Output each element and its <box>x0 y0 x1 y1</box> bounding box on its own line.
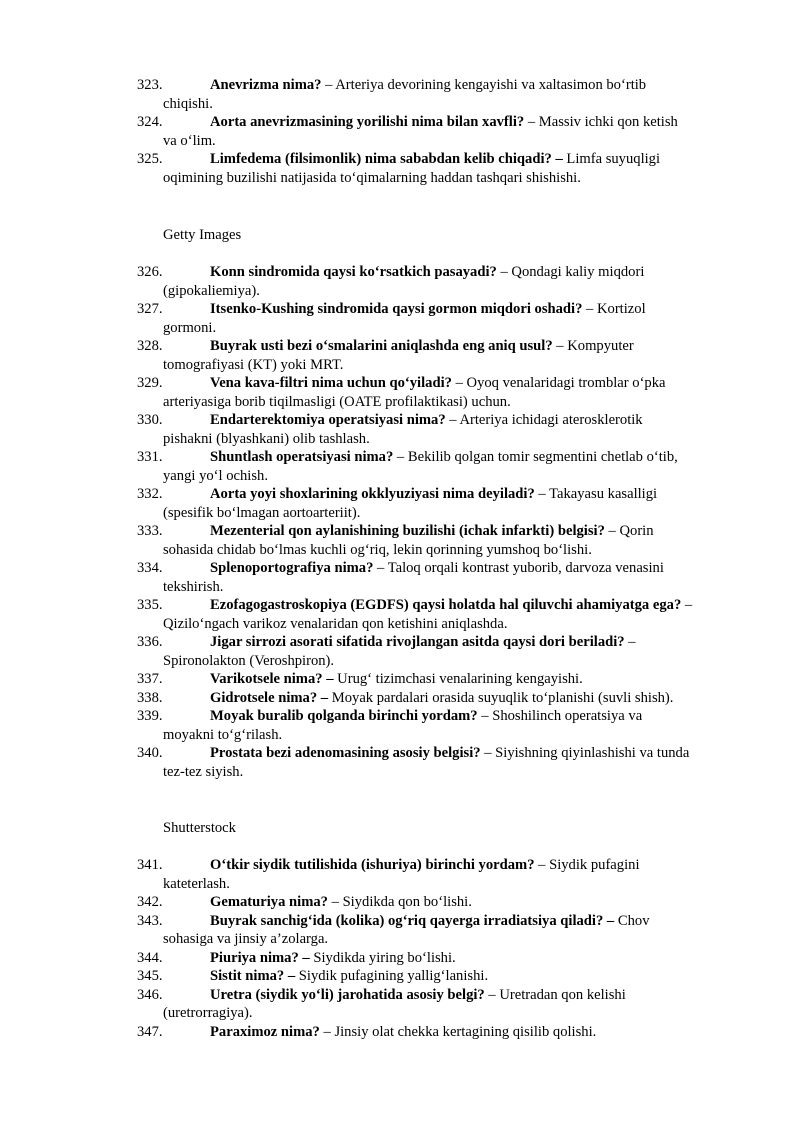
item-number: 329. <box>137 375 163 391</box>
item-number: 347. <box>137 1023 163 1040</box>
answer-continuation: tez-tez siyish. <box>163 763 244 780</box>
answer-text: – Massiv ichki qon ketish <box>524 114 678 130</box>
list-item <box>137 485 747 522</box>
item-number: 334. <box>137 560 163 576</box>
answer-continuation: kateterlash. <box>163 875 230 892</box>
question-text: Buyrak usti bezi o‘smalarini aniqlashda eng aniq usul? <box>210 338 553 354</box>
item-first-line <box>163 337 747 356</box>
item-first-line <box>163 1023 747 1042</box>
answer-continuation: arteriyasiga borib tiqilmasligi (OATE profilaktikasi) uchun. <box>163 393 511 410</box>
list-item <box>137 689 747 708</box>
answer-continuation: gormoni. <box>163 319 217 336</box>
item-number: 333. <box>137 523 163 539</box>
item-number: 343. <box>137 912 163 929</box>
answer-text: – Uretradan qon kelishi <box>484 986 626 1003</box>
item-number: 331. <box>137 449 163 465</box>
item-first-line <box>163 689 747 708</box>
answer-continuation: (uretrorragiya). <box>163 1005 253 1021</box>
list-item <box>137 893 747 912</box>
question-text: Vena kava-filtri nima uchun qo‘yiladi? <box>210 375 452 391</box>
item-number: 340. <box>137 745 163 761</box>
list-item <box>137 1023 747 1042</box>
answer-text: – <box>624 634 636 650</box>
answer-continuation: Spironolakton (Veroshpiron). <box>163 652 335 669</box>
answer-continuation: chiqishi. <box>163 95 213 112</box>
list-item <box>137 707 747 744</box>
answer-text: – Takayasu kasalligi <box>534 486 658 502</box>
answer-continuation: Qizilo‘ngach varikoz venalaridan qon ketishini aniqlashda. <box>163 615 508 632</box>
question-text: Limfedema (filsimonlik) nima sababdan kelib chiqadi? – <box>210 151 563 167</box>
item-first-line <box>163 485 747 504</box>
list-item <box>137 150 747 187</box>
question-text: O‘tkir siydik tutilishida (ishuriya) birinchi yordam? <box>210 857 535 873</box>
item-first-line <box>163 76 747 95</box>
answer-text: Urug‘ tizimchasi venalarining kengayishi. <box>333 671 583 687</box>
item-first-line <box>163 670 747 689</box>
list-item <box>137 744 747 781</box>
answer-continuation: sohasiga va jinsiy a’zolarga. <box>163 931 329 947</box>
question-text: Anevrizma nima? <box>210 77 322 93</box>
item-first-line <box>163 707 747 726</box>
item-number: 327. <box>137 301 163 317</box>
answer-text: Siydikda yiring bo‘lishi. <box>309 949 456 966</box>
list-item <box>137 522 747 559</box>
list-item <box>137 670 747 689</box>
item-number: 330. <box>137 412 163 428</box>
list-item <box>137 263 747 300</box>
question-text: Konn sindromida qaysi ko‘rsatkich pasayadi? <box>210 264 497 280</box>
item-first-line <box>163 411 747 430</box>
item-first-line <box>163 912 747 931</box>
answer-text: – Siyishning qiyinlashishi va tunda <box>480 745 690 761</box>
list-item <box>137 633 747 670</box>
answer-continuation: sohasida chidab bo‘lmas kuchli og‘riq, lekin qorinning yumshoq bo‘lishi. <box>163 541 592 558</box>
item-number: 341. <box>137 857 163 873</box>
item-first-line <box>163 113 747 132</box>
answer-continuation: moyakni to‘g‘rilash. <box>163 726 283 743</box>
answer-continuation: va o‘lim. <box>163 132 216 149</box>
answer-text: – Shoshilinch operatsiya va <box>477 708 643 724</box>
answer-text: – Bekilib qolgan tomir segmentini chetlab o‘tib, <box>393 449 678 465</box>
qa-list-section-3 <box>137 856 747 1041</box>
item-first-line <box>163 150 747 169</box>
list-item <box>137 300 747 337</box>
item-first-line <box>163 596 747 615</box>
question-text: Aorta yoyi shoxlarining okklyuziyasi nima deyiladi? <box>210 486 535 502</box>
answer-continuation: (gipokaliemiya). <box>163 282 260 299</box>
item-number: 332. <box>137 486 163 502</box>
question-text: Gidrotsele nima? – <box>210 689 329 706</box>
item-number: 345. <box>137 968 163 984</box>
question-text: Aorta anevrizmasining yorilishi nima bilan xavfli? <box>210 114 525 130</box>
answer-continuation: pishakni (blyashkani) olib tashlash. <box>163 430 370 447</box>
item-number: 336. <box>137 634 163 650</box>
item-number: 326. <box>137 264 163 280</box>
item-first-line <box>163 949 747 968</box>
list-item <box>137 986 747 1023</box>
item-first-line <box>163 893 747 912</box>
item-first-line <box>163 986 747 1005</box>
item-number: 335. <box>137 597 163 613</box>
answer-continuation: tekshirish. <box>163 578 224 595</box>
item-first-line <box>163 448 747 467</box>
answer-text: – Qorin <box>604 523 654 539</box>
list-item <box>137 856 747 893</box>
list-item <box>137 448 747 485</box>
question-text: Sistit nima? – <box>210 968 296 984</box>
question-text: Uretra (siydik yo‘li) jarohatida asosiy belgi? <box>210 986 485 1003</box>
answer-text: Chov <box>614 912 650 929</box>
question-text: Prostata bezi adenomasining asosiy belgisi? <box>210 745 481 761</box>
list-item <box>137 949 747 968</box>
answer-text: – <box>681 597 693 613</box>
image-caption-getty: Getty Images <box>163 227 242 243</box>
answer-continuation: (spesifik bo‘lmagan aortoarteriit). <box>163 504 361 521</box>
question-text: Gematuriya nima? <box>210 894 328 910</box>
qa-list-section-1 <box>137 76 747 187</box>
question-text: Endarterektomiya operatsiyasi nima? <box>210 412 446 428</box>
question-text: Paraximoz nima? <box>210 1023 320 1040</box>
answer-text: – Oyoq venalaridagi tromblar o‘pka <box>451 375 666 391</box>
item-first-line <box>163 744 747 763</box>
item-number: 337. <box>137 671 163 687</box>
answer-text: – Siydik pufagini <box>534 857 640 873</box>
question-text: Jigar sirrozi asorati sifatida rivojlangan asitda qaysi dori beriladi? <box>210 634 625 650</box>
item-number: 342. <box>137 894 163 910</box>
answer-text: – Arteriya devorining kengayishi va xaltasimon bo‘rtib <box>321 77 647 93</box>
item-first-line <box>163 633 747 652</box>
answer-continuation: oqimining buzilishi natijasida to‘qimalarning haddan tashqari shishishi. <box>163 169 581 186</box>
answer-text: – Arteriya ichidagi aterosklerotik <box>445 412 643 428</box>
image-caption-shutterstock: Shutterstock <box>163 820 236 836</box>
item-number: 324. <box>137 114 163 130</box>
list-item <box>137 113 747 150</box>
item-first-line <box>163 522 747 541</box>
answer-text: Limfa suyuqligi <box>562 151 661 167</box>
answer-text: – Qondagi kaliy miqdori <box>496 264 645 280</box>
question-text: Buyrak sanchig‘ida (kolika) og‘riq qayerga irradiatsiya qiladi? – <box>210 912 615 929</box>
item-first-line <box>163 967 747 986</box>
qa-list-section-2 <box>137 263 747 781</box>
answer-continuation: tomografiyasi (KT) yoki MRT. <box>163 356 344 373</box>
item-number: 323. <box>137 77 163 93</box>
answer-text: – Kortizol <box>582 301 646 317</box>
list-item <box>137 76 747 113</box>
list-item <box>137 559 747 596</box>
question-text: Varikotsele nima? – <box>210 671 334 687</box>
item-number: 344. <box>137 949 163 966</box>
question-text: Itsenko-Kushing sindromida qaysi gormon miqdori oshadi? <box>210 301 583 317</box>
item-first-line <box>163 300 747 319</box>
item-first-line <box>163 856 747 875</box>
list-item <box>137 337 747 374</box>
item-number: 328. <box>137 338 163 354</box>
answer-text: – Jinsiy olat chekka kertagining qisilib qolishi. <box>319 1023 597 1040</box>
item-first-line <box>163 374 747 393</box>
item-number: 325. <box>137 151 163 167</box>
list-item <box>137 967 747 986</box>
answer-text: – Kompyuter <box>552 338 634 354</box>
question-text: Mezenterial qon aylanishining buzilishi (ichak infarkti) belgisi? <box>210 523 605 539</box>
item-first-line <box>163 559 747 578</box>
item-number: 339. <box>137 708 163 724</box>
question-text: Shuntlash operatsiyasi nima? <box>210 449 394 465</box>
question-text: Ezofagogastroskopiya (EGDFS) qaysi holatda hal qiluvchi ahamiyatga ega? <box>210 597 682 613</box>
item-first-line <box>163 263 747 282</box>
list-item <box>137 411 747 448</box>
item-number: 338. <box>137 689 163 706</box>
answer-continuation: yangi yo‘l ochish. <box>163 467 268 484</box>
list-item <box>137 596 747 633</box>
answer-text: – Siydikda qon bo‘lishi. <box>327 894 472 910</box>
question-text: Splenoportografiya nima? <box>210 560 374 576</box>
answer-text: – Taloq orqali kontrast yuborib, darvoza venasini <box>373 560 664 576</box>
answer-text: Siydik pufagining yallig‘lanishi. <box>295 968 489 984</box>
list-item <box>137 912 747 949</box>
question-text: Moyak buralib qolganda birinchi yordam? <box>210 708 478 724</box>
list-item <box>137 374 747 411</box>
answer-text: Moyak pardalari orasida suyuqlik to‘planishi (suvli shish). <box>328 689 674 706</box>
item-number: 346. <box>137 986 163 1003</box>
question-text: Piuriya nima? – <box>210 949 310 966</box>
